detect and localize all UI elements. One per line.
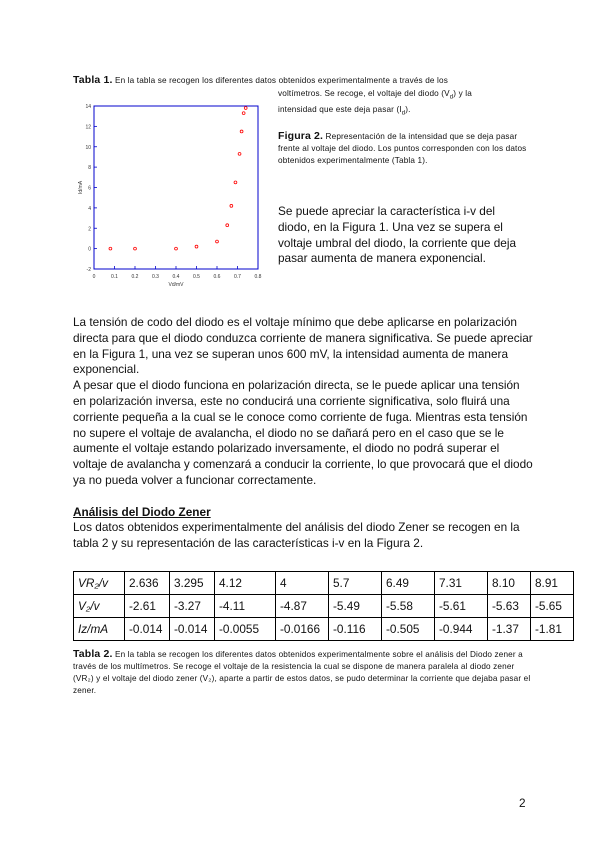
y-tick-label: -2 — [86, 267, 91, 273]
x-tick-label: 0.3 — [152, 274, 159, 280]
table-cell: -5.49 — [329, 595, 382, 618]
table-cell: -5.63 — [488, 595, 531, 618]
table-cell: -5.65 — [531, 595, 574, 618]
y-tick-label: 6 — [88, 185, 91, 192]
table2-caption-text: En la tabla se recogen los diferentes datos obtenidos experimentalmente sobre el análisis del Diodo zener a través de los multímetros. Se recoge el voltaje de la resistencia la cual se dispone de manera paralela al diodo zener (VR₂) y el voltaje del diodo zener (V₂), aparte a partir de estos datos, se pudo determinar la corriente que dejaba pasar el zener. — [73, 650, 531, 695]
table-cell: 3.295 — [170, 572, 215, 595]
figure2-caption-text: Representación de la intensidad que se deja pasar frente al voltaje del diodo. Los puntos corresponden con los datos obtenidos experimentalmente (Tabla 1). — [278, 132, 527, 165]
table-cell: -3.27 — [170, 595, 215, 618]
table-cell: -4.11 — [215, 595, 276, 618]
data-point — [240, 130, 243, 133]
table-cell: -4.87 — [276, 595, 329, 618]
table-row-header: V₂/v — [74, 595, 125, 618]
page-number: 2 — [519, 796, 526, 810]
paragraph-zener: Los datos obtenidos experimentalmente del análisis del diodo Zener se recogen en la tabla 2 y su representación de las características i-v en la Figura 2. — [73, 520, 520, 550]
x-tick-label: 0 — [92, 274, 96, 280]
table-cell: 8.91 — [531, 572, 574, 595]
table-cell: -5.61 — [435, 595, 488, 618]
figure2-caption — [278, 130, 528, 167]
x-tick-label: 0.4 — [172, 274, 180, 280]
x-tick-label: 0.8 — [254, 274, 262, 280]
paragraph-inversa-text: A pesar que el diodo funciona en polarización directa, se le puede aplicar una tensión en polarización inversa, este no conducirá una corriente significativa, solo fluirá una corriente pequeña a la cual se le conoce como corriente de fuga. Mientras esta tensión no supere el voltaje de avalancha, el diodo no se dañará pero en el caso que se le aumente el voltaje estando polarizado inversamente, el diodo no podrá superar el voltaje de avalancha y comenzará a conducir la corriente, lo que provocará que el diodo ya no pueda volver a funcionar correctamente. — [73, 378, 533, 487]
data-point — [230, 204, 233, 207]
table1-caption-cont — [278, 88, 538, 119]
zener-data-table — [73, 571, 574, 641]
table-cell: -0.116 — [329, 618, 382, 641]
data-point — [226, 224, 229, 227]
table1-caption-line2: voltímetros. Se recoge, el voltaje del diodo $(V_d)$ y la — [278, 89, 472, 101]
table1-caption — [73, 74, 543, 87]
x-tick-label: 0.1 — [111, 274, 118, 280]
y-tick-label: 4 — [88, 205, 91, 212]
paragraph-characteristic: Se puede apreciar la característica i-v del diodo, en la Figura 1. Una vez se supera el voltaje umbral del diodo, la corriente que deja pasar aumenta de manera exponencial. — [278, 204, 517, 266]
data-point — [175, 247, 178, 250]
paragraph-codo — [73, 315, 533, 489]
y-tick-label: 10 — [85, 144, 91, 151]
table-row — [74, 595, 574, 618]
figure2-label: Figura 2. — [278, 130, 324, 142]
table-cell: -1.81 — [531, 618, 574, 641]
table-row — [74, 618, 574, 641]
x-tick-label: 0.2 — [131, 274, 139, 280]
y-tick-label: 12 — [85, 124, 91, 131]
x-axis-label: Vd/mV — [168, 282, 184, 288]
iv-diode-chart — [78, 100, 268, 290]
section-heading-zener: Análisis del Diodo Zener — [73, 505, 211, 519]
table-cell: -2.61 — [125, 595, 170, 618]
table-cell: 4.12 — [215, 572, 276, 595]
table-cell: -0.0166 — [276, 618, 329, 641]
table-cell: 7.31 — [435, 572, 488, 595]
data-point — [134, 247, 137, 250]
table-cell: -0.014 — [125, 618, 170, 641]
data-point — [244, 107, 247, 110]
table-row-header: VR₂/v — [74, 572, 125, 595]
plot-frame — [94, 106, 258, 269]
data-point — [242, 112, 245, 115]
data-point — [238, 152, 241, 155]
table-row-header: Iz/mA — [74, 618, 125, 641]
table-cell: 8.10 — [488, 572, 531, 595]
table-cell: 2.636 — [125, 572, 170, 595]
table-cell: -5.58 — [382, 595, 435, 618]
table-cell: 4 — [276, 572, 329, 595]
table-cell: -0.944 — [435, 618, 488, 641]
y-tick-label: 2 — [88, 226, 91, 233]
paragraph-codo-text: La tensión de codo del diodo es el voltaje mínimo que debe aplicarse en polarización directa para que el diodo conduzca corriente de manera significativa. Se puede apreciar en la Figura 1, una vez se superan unos 600 mV, la intensidad aumenta de manera exponencial. — [73, 315, 533, 377]
x-tick-label: 0.7 — [234, 274, 241, 280]
table1-caption-line3: intensidad que este deja pasar $(I_d)$. — [278, 104, 411, 117]
data-point — [234, 181, 237, 184]
table-cell: -0.505 — [382, 618, 435, 641]
y-axis-label: Id/mA — [78, 180, 84, 195]
table-cell: -0.014 — [170, 618, 215, 641]
table1-caption-line1: En la tabla se recogen los diferentes datos obtenidos experimentalmente a través de los — [114, 76, 448, 85]
table2-label: Tabla 2. — [73, 648, 113, 660]
table-cell: 5.7 — [329, 572, 382, 595]
y-tick-label: 0 — [88, 246, 91, 253]
x-tick-label: 0.6 — [213, 274, 221, 280]
y-tick-label: 8 — [88, 165, 91, 172]
table-row — [74, 572, 574, 595]
table-cell: -0.0055 — [215, 618, 276, 641]
table-cell: -1.37 — [488, 618, 531, 641]
data-point — [195, 245, 198, 248]
data-point — [216, 240, 219, 243]
table2-caption — [73, 648, 533, 697]
x-tick-label: 0.5 — [193, 274, 200, 280]
y-tick-label: 14 — [85, 104, 91, 110]
data-point — [109, 247, 112, 250]
table1-label: Tabla 1. — [73, 74, 113, 86]
table-cell: 6.49 — [382, 572, 435, 595]
